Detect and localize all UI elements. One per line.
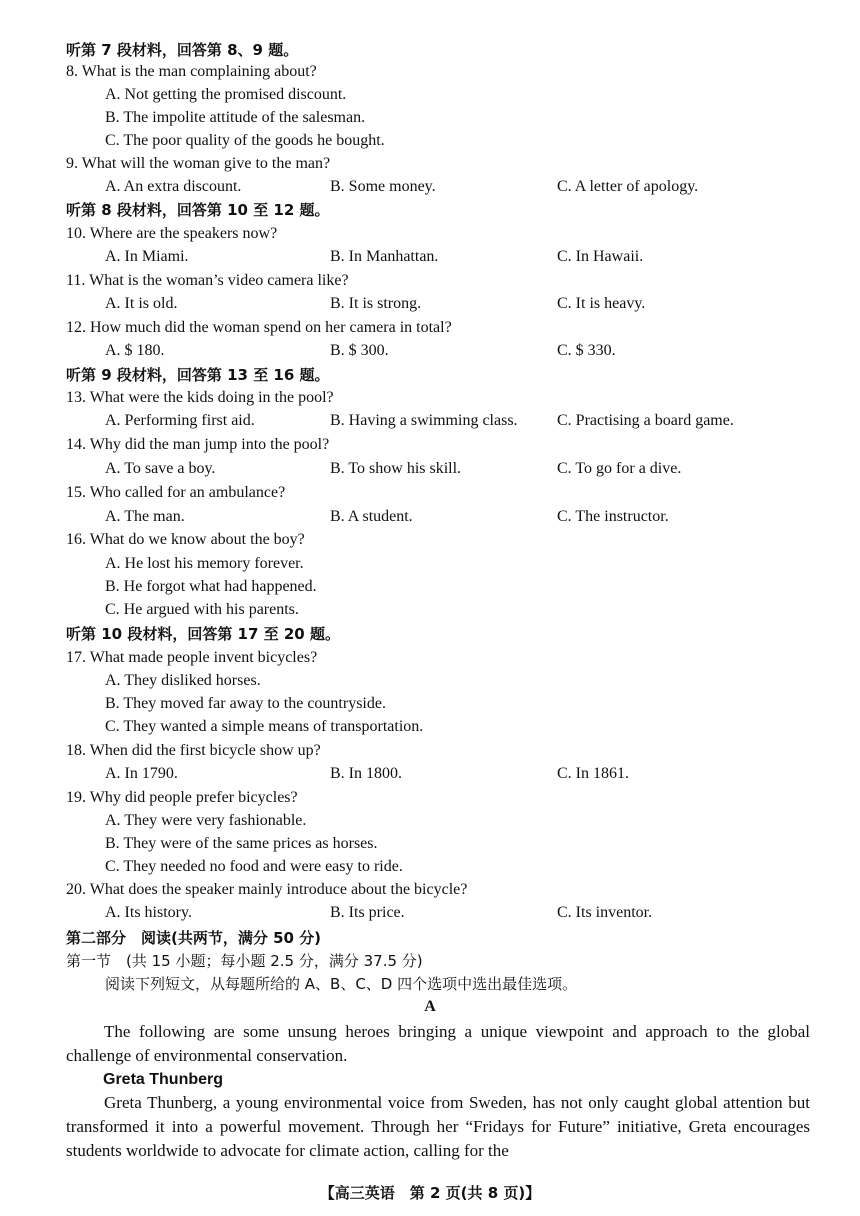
question-18-stem: 18. When did the first bicycle show up? <box>66 742 321 759</box>
question-9-stem: 9. What will the woman give to the man? <box>66 155 331 172</box>
hero-paragraph: Greta Thunberg, a young environmental voice from Sweden, has not only caught global attention but transformed it into a powerful movement. Through her “Fridays for Future” initiative, Greta encourages students worldwide to advocate for climate action, calling for the <box>66 1093 810 1160</box>
reading-instruction: 阅读下列短文，从每题所给的 A、B、C、D 四个选项中选出最佳选项。 <box>105 975 578 993</box>
question-18-option-a: A. In 1790. <box>105 765 178 782</box>
question-16-option-b: B. He forgot what had happened. <box>105 578 317 595</box>
question-20-option-c: C. Its inventor. <box>557 904 653 921</box>
part-two-section-one-heading: 第一节 (共 15 小题；每小题 2.5 分，满分 37.5 分) <box>66 952 423 970</box>
question-11-option-a: A. It is old. <box>105 295 178 312</box>
question-15-option-a: A. The man. <box>105 508 185 525</box>
question-20-option-b: B. Its price. <box>330 904 405 921</box>
question-11-stem: 11. What is the woman’s video camera like? <box>66 272 349 289</box>
question-15-option-b: B. A student. <box>330 508 413 525</box>
question-20-stem: 20. What does the speaker mainly introduce about the bicycle? <box>66 881 468 898</box>
question-15-option-c: C. The instructor. <box>557 508 669 525</box>
section-heading-9: 听第 9 段材料，回答第 13 至 16 题。 <box>66 366 330 384</box>
question-8-option-c: C. The poor quality of the goods he bought. <box>105 132 385 149</box>
question-19-option-a: A. They were very fashionable. <box>105 812 307 829</box>
passage-letter: A <box>424 998 436 1015</box>
question-13-stem: 13. What were the kids doing in the pool? <box>66 389 334 406</box>
question-16-stem: 16. What do we know about the boy? <box>66 531 305 548</box>
question-12-stem: 12. How much did the woman spend on her camera in total? <box>66 319 452 336</box>
question-8-option-a: A. Not getting the promised discount. <box>105 86 347 103</box>
question-18-option-b: B. In 1800. <box>330 765 402 782</box>
passage-intro: The following are some unsung heroes bringing a unique viewpoint and approach to the global challenge of environmental conservation. <box>66 1022 810 1065</box>
question-16-option-c: C. He argued with his parents. <box>105 601 299 618</box>
question-19-option-b: B. They were of the same prices as horses. <box>105 835 378 852</box>
question-9-option-a: A. An extra discount. <box>105 178 242 195</box>
hero-name-heading: Greta Thunberg <box>103 1071 224 1088</box>
question-8-stem: 8. What is the man complaining about? <box>66 63 317 80</box>
question-14-option-c: C. To go for a dive. <box>557 460 682 477</box>
question-14-option-b: B. To show his skill. <box>330 460 462 477</box>
question-15-stem: 15. Who called for an ambulance? <box>66 484 286 501</box>
question-9-option-c: C. A letter of apology. <box>557 178 699 195</box>
question-19-option-c: C. They needed no food and were easy to ride. <box>105 858 403 875</box>
page-footer: 【高三英语 第 2 页(共 8 页)】 <box>319 1184 541 1202</box>
section-heading-7: 听第 7 段材料，回答第 8、9 题。 <box>66 41 299 59</box>
question-16-option-a: A. He lost his memory forever. <box>105 555 304 572</box>
question-19-stem: 19. Why did people prefer bicycles? <box>66 789 298 806</box>
question-14-option-a: A. To save a boy. <box>105 460 216 477</box>
question-10-stem: 10. Where are the speakers now? <box>66 225 278 242</box>
question-11-option-c: C. It is heavy. <box>557 295 646 312</box>
question-13-option-a: A. Performing first aid. <box>105 412 255 429</box>
question-10-option-c: C. In Hawaii. <box>557 248 644 265</box>
question-10-option-a: A. In Miami. <box>105 248 189 265</box>
question-20-option-a: A. Its history. <box>105 904 192 921</box>
question-17-option-c: C. They wanted a simple means of transportation. <box>105 718 424 735</box>
question-12-option-a: A. $ 180. <box>105 342 165 359</box>
question-9-option-b: B. Some money. <box>330 178 436 195</box>
question-13-option-b: B. Having a swimming class. <box>330 412 518 429</box>
question-10-option-b: B. In Manhattan. <box>330 248 439 265</box>
section-heading-8: 听第 8 段材料，回答第 10 至 12 题。 <box>66 201 330 219</box>
question-17-option-a: A. They disliked horses. <box>105 672 261 689</box>
question-13-option-c: C. Practising a board game. <box>557 412 734 429</box>
section-heading-10: 听第 10 段材料，回答第 17 至 20 题。 <box>66 625 340 643</box>
part-two-heading: 第二部分 阅读(共两节，满分 50 分) <box>66 929 322 947</box>
question-17-stem: 17. What made people invent bicycles? <box>66 649 318 666</box>
question-14-stem: 14. Why did the man jump into the pool? <box>66 436 330 453</box>
question-8-option-b: B. The impolite attitude of the salesman. <box>105 109 366 126</box>
question-17-option-b: B. They moved far away to the countryside. <box>105 695 386 712</box>
question-18-option-c: C. In 1861. <box>557 765 629 782</box>
question-12-option-c: C. $ 330. <box>557 342 616 359</box>
question-12-option-b: B. $ 300. <box>330 342 389 359</box>
question-11-option-b: B. It is strong. <box>330 295 422 312</box>
